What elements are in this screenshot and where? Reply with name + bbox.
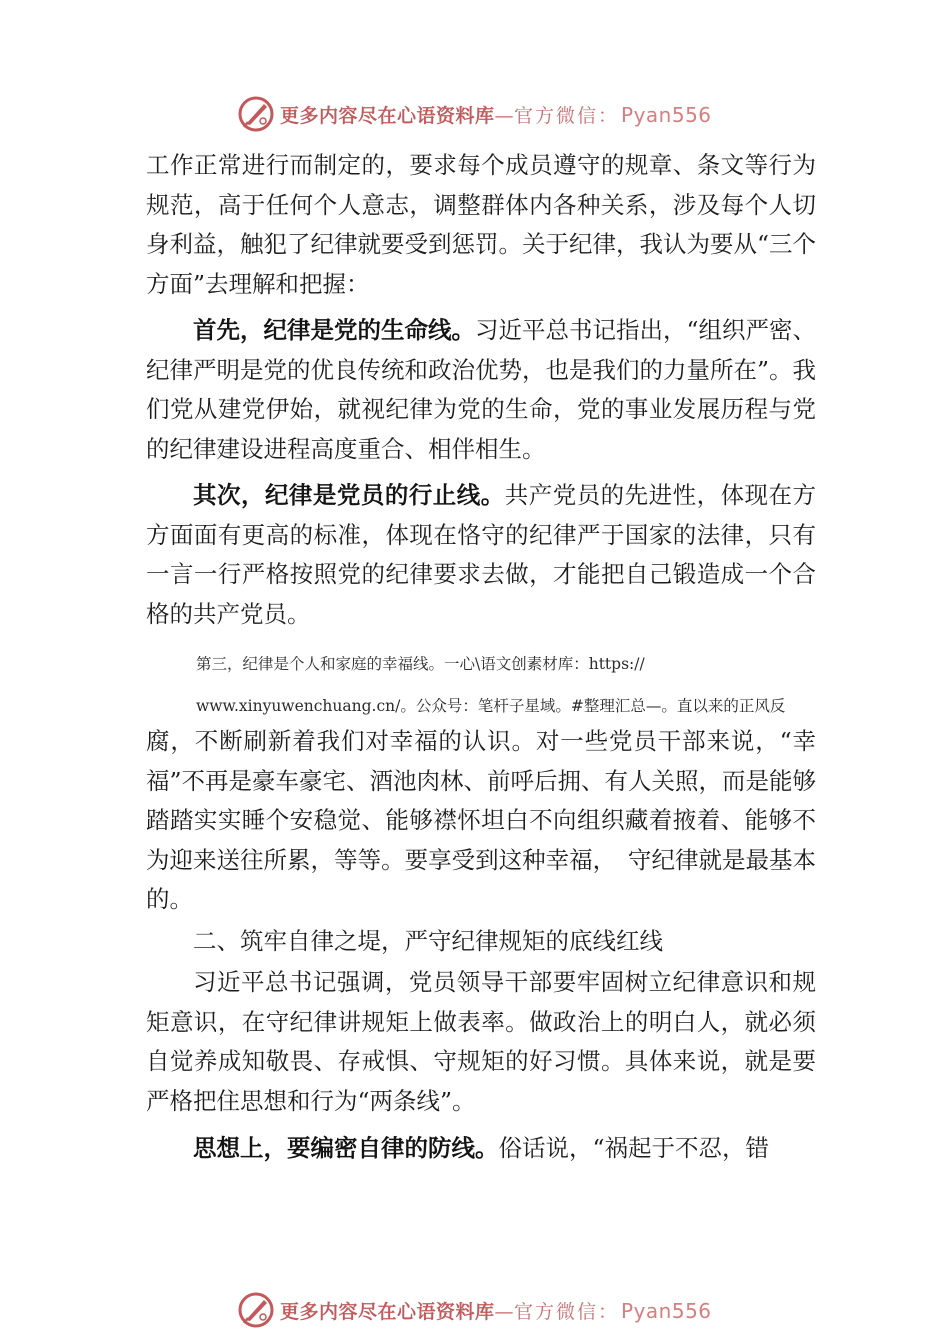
banner-lead: 更多内容尽在心语资料库	[280, 104, 495, 127]
body-section-1	[146, 146, 816, 634]
small-text-line-1: 第三，纪律是个人和家庭的幸福线。一心\语文创素材库：https://	[196, 655, 645, 673]
paragraph-second-point	[146, 476, 816, 634]
paragraph-ideological-defense	[146, 1129, 816, 1169]
banner-wechat-id: Pyan556	[621, 102, 712, 127]
second-point-text: 共产党员的先进性，体现在方方面面有更高的标准，体现在恪守的纪律严于国家的法律，只有一言一行严格按照党的纪律要求去做，才能把自己锻造成一个合格的共产党员。	[146, 481, 817, 628]
banner-wechat-label: 官方微信：	[514, 104, 620, 127]
paragraph-xi-emphasis: 习近平总书记强调，党员领导干部要牢固树立纪律意识和规矩意识，在守纪律讲规矩上做表率。做政治上的明白人，就必须自觉养成知敬畏、存戒惧、守规矩的好习惯。具体来说，就是要严格把住思想和行为“两条线”。	[146, 968, 816, 1115]
footer-banner	[236, 1288, 712, 1332]
footer-banner-text	[280, 1297, 712, 1324]
first-point-heading: 首先，纪律是党的生命线。	[193, 316, 475, 344]
first-point-text: 习近平总书记指出，“组织严密、纪律严明是党的优良传统和政治优势，也是我们的力量所在”。我们党从建党伊始，就视纪律为党的生命，党的事业发展历程与党的纪律建设进程高度重合、相伴相生。	[146, 316, 817, 463]
paragraph-discipline-definition: 工作正常进行而制定的，要求每个成员遵守的规章、条文等行为规范，高于任何个人意志，调整群体内各种关系，涉及每个人切身利益，触犯了纪律就要受到惩罚。关于纪律，我认为要从“三个方面”去理解和把握：	[146, 151, 817, 298]
banner-dash: —	[494, 104, 515, 127]
quill-pen-logo-icon	[236, 94, 276, 134]
body-section-2	[146, 722, 816, 1169]
ideological-heading: 思想上，要编密自律的防线。	[193, 1134, 499, 1162]
footer-banner-dash: —	[494, 1300, 515, 1323]
second-point-heading: 其次，纪律是党员的行止线。	[193, 481, 505, 509]
paragraph-happiness-line: 腐，不断刷新着我们对幸福的认识。对一些党员干部来说，“幸福”不再是豪车豪宅、酒池肉林、前呼后拥、有人关照，而是能够踏踏实实睡个安稳觉、能够襟怀坦白不向组织藏着掖着、能够不为迎来送往所累，等等。要享受到这种幸福， 守纪律就是最基本的。	[146, 727, 817, 913]
footer-banner-lead: 更多内容尽在心语资料库	[280, 1300, 495, 1323]
section-heading-two: 二、筑牢自律之堤，严守纪律规矩的底线红线	[193, 926, 663, 955]
banner-text	[280, 101, 712, 128]
paragraph-first-point	[146, 311, 816, 469]
footer-banner-wechat-label: 官方微信：	[514, 1300, 620, 1323]
ideological-text: 俗话说，“祸起于不忍，错	[498, 1134, 770, 1162]
header-banner	[236, 92, 712, 136]
footer-banner-wechat-id: Pyan556	[621, 1298, 712, 1323]
quill-pen-logo-icon	[236, 1290, 276, 1330]
small-text-line-2: www.xinyuwenchuang.cn/。公众号：笔杆子星域。#整理汇总—。直以来的正风反	[196, 697, 786, 715]
